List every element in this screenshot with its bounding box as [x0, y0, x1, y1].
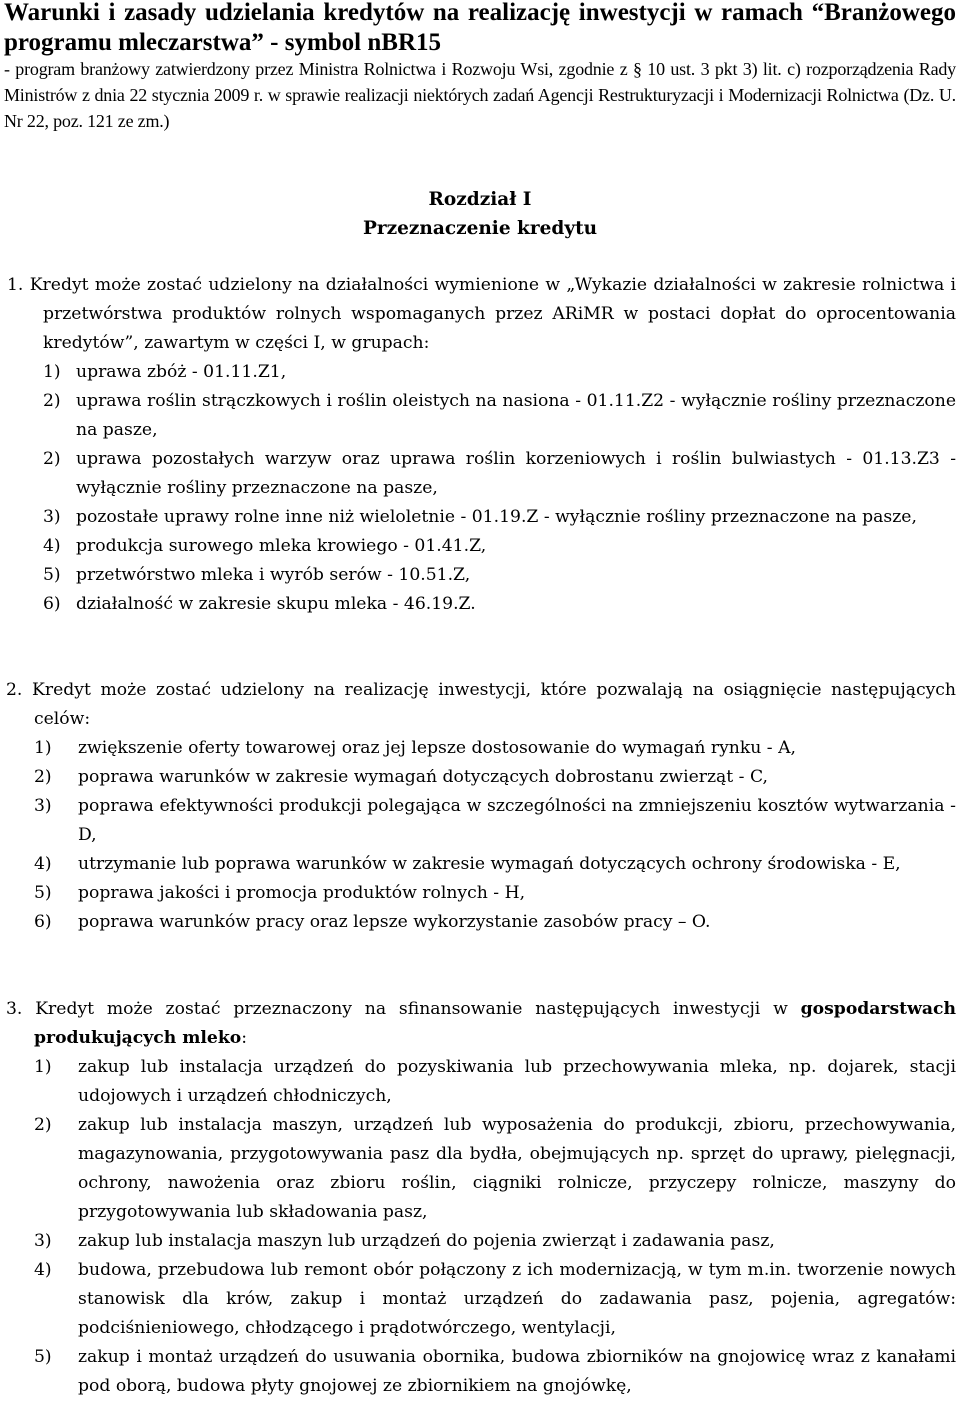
list-item-number: 5)	[34, 1347, 52, 1367]
list-item-text: zakup lub instalacja maszyn lub urządzeń do pojenia zwierząt i zadawania pasz,	[78, 1231, 775, 1251]
list-item-number: 5)	[43, 565, 61, 585]
list-item-text: pozostałe uprawy rolne inne niż wieloletnie - 01.19.Z - wyłącznie rośliny przeznaczone na pasze,	[76, 507, 917, 527]
list-item-number: 3)	[34, 796, 52, 816]
list-item	[0, 763, 960, 792]
list-item	[0, 1227, 960, 1256]
list-item-number: 2)	[43, 391, 61, 411]
list-item-text: zakup lub instalacja urządzeń do pozyskiwania lub przechowywania mleka, np. dojarek, stacji udojowych i urządzeń chłodniczych,	[78, 1057, 956, 1106]
section-2-lead	[0, 676, 960, 734]
section-text: Kredyt może zostać przeznaczony na sfinansowanie następujących inwestycji w	[35, 999, 788, 1019]
list-item-number: 4)	[43, 536, 61, 556]
list-item-number: 1)	[43, 362, 61, 382]
list-item-number: 1)	[34, 1057, 52, 1077]
list-item-text: poprawa jakości i promocja produktów rolnych - H,	[78, 883, 526, 903]
section-text: Kredyt może zostać udzielony na działalności wymienione w „Wykazie działalności w zakresie rolnictwa i przetwórstwa produktów rolnych wspomaganych przez ARiMR w postaci dopłat do oprocentowania kredytów”, zawartym w części I, w grupach:	[29, 275, 956, 353]
section-3-lead	[0, 995, 960, 1053]
list-item	[0, 561, 960, 590]
list-item	[0, 532, 960, 561]
list-item-number: 1)	[34, 738, 52, 758]
list-item-text: produkcja surowego mleka krowiego - 01.41.Z,	[76, 536, 487, 556]
section-text-end: :	[241, 1028, 248, 1048]
chapter-number: Rozdział I	[428, 189, 532, 210]
list-item-number: 3)	[34, 1231, 52, 1251]
section-number: 3.	[6, 999, 23, 1019]
list-item	[0, 445, 960, 503]
section-3-list	[0, 1053, 960, 1401]
section-1-list	[0, 358, 960, 619]
list-item-number: 5)	[34, 883, 52, 903]
list-item	[0, 1343, 960, 1401]
section-1-lead	[0, 271, 960, 358]
list-item	[0, 358, 960, 387]
list-item-text: zakup lub instalacja maszyn, urządzeń lub wyposażenia do produkcji, zbioru, przechowywania, magazynowania, przygotowywania pasz dla bydła, obejmujących np. sprzęt do uprawy, pielęgnacji, ochrony, nawożenia oraz zbioru roślin, ciągniki rolnicze, przyczepy rolnicze, maszyny do przygotowywania lub składowania pasz,	[78, 1115, 956, 1222]
list-item-text: poprawa warunków pracy oraz lepsze wykorzystanie zasobów pracy – O.	[78, 912, 711, 932]
list-item-number: 3)	[43, 507, 61, 527]
list-item-text: przetwórstwo mleka i wyrób serów - 10.51.Z,	[76, 565, 471, 585]
section-2	[0, 676, 960, 937]
list-item-number: 4)	[34, 1260, 52, 1280]
list-item-text: poprawa efektywności produkcji polegająca w szczególności na zmniejszeniu kosztów wytwarzania - D,	[78, 796, 956, 845]
list-item	[0, 590, 960, 619]
list-item-number: 2)	[34, 1115, 52, 1135]
list-item	[0, 850, 960, 879]
list-item	[0, 734, 960, 763]
chapter-heading	[0, 185, 960, 243]
section-1	[0, 271, 960, 619]
list-item-text: uprawa pozostałych warzyw oraz uprawa roślin korzeniowych i roślin bulwiastych - 01.13.Z3 - wyłącznie rośliny przeznaczone na pasze,	[76, 449, 956, 498]
list-item	[0, 792, 960, 850]
list-item	[0, 908, 960, 937]
list-item	[0, 387, 960, 445]
document-intro: - program branżowy zatwierdzony przez Ministra Rolnictwa i Rozwoju Wsi, zgodnie z § 10 ust. 3 pkt 3) lit. c) rozporządzenia Rady Ministrów z dnia 22 stycznia 2009 r. w sprawie realizacji niektórych zadań Agencji Restrukturyzacji i Modernizacji Rolnictwa (Dz. U. Nr 22, poz. 121 ze zm.)	[4, 59, 956, 131]
section-number: 1.	[7, 275, 24, 295]
list-item	[0, 1256, 960, 1343]
section-3	[0, 995, 960, 1401]
document-title: Warunki i zasady udzielania kredytów na realizację inwestycji w ramach “Branżowego programu mleczarstwa” - symbol nBR15	[4, 0, 956, 56]
section-text-bold: gospodarstwach produkujących mleko	[34, 999, 956, 1048]
list-item-text: zakup i montaż urządzeń do usuwania obornika, budowa zbiorników na gnojowicę wraz z kanałami pod oborą, budowa płyty gnojowej ze zbiornikiem na gnojówkę,	[78, 1347, 956, 1396]
list-item-text: utrzymanie lub poprawa warunków w zakresie wymagań dotyczących ochrony środowiska - E,	[78, 854, 901, 874]
list-item-number: 2)	[43, 449, 61, 469]
section-number: 2.	[6, 680, 23, 700]
list-item-text: zwiększenie oferty towarowej oraz jej lepsze dostosowanie do wymagań rynku - A,	[78, 738, 796, 758]
list-item-number: 6)	[43, 594, 61, 614]
list-item-text: działalność w zakresie skupu mleka - 46.19.Z.	[76, 594, 476, 614]
list-item	[0, 503, 960, 532]
list-item	[0, 1111, 960, 1227]
list-item	[0, 1053, 960, 1111]
section-2-list	[0, 734, 960, 937]
list-item	[0, 879, 960, 908]
section-text: Kredyt może zostać udzielony na realizację inwestycji, które pozwalają na osiągnięcie następujących celów:	[32, 680, 956, 729]
list-item-text: uprawa roślin strączkowych i roślin oleistych na nasiona - 01.11.Z2 - wyłącznie rośliny przeznaczone na pasze,	[76, 391, 956, 440]
list-item-number: 6)	[34, 912, 52, 932]
list-item-text: uprawa zbóż - 01.11.Z1,	[76, 362, 287, 382]
chapter-title: Przeznaczenie kredytu	[362, 218, 598, 239]
list-item-text: poprawa warunków w zakresie wymagań dotyczących dobrostanu zwierząt - C,	[78, 767, 768, 787]
list-item-number: 4)	[34, 854, 52, 874]
list-item-number: 2)	[34, 767, 52, 787]
list-item-text: budowa, przebudowa lub remont obór połączony z ich modernizacją, w tym m.in. tworzenie nowych stanowisk dla krów, zakup i montaż urządzeń do zadawania pasz, pojenia, agregatów: podciśnieniowego, chłodzącego i prądotwórczego, wentylacji,	[78, 1260, 956, 1338]
